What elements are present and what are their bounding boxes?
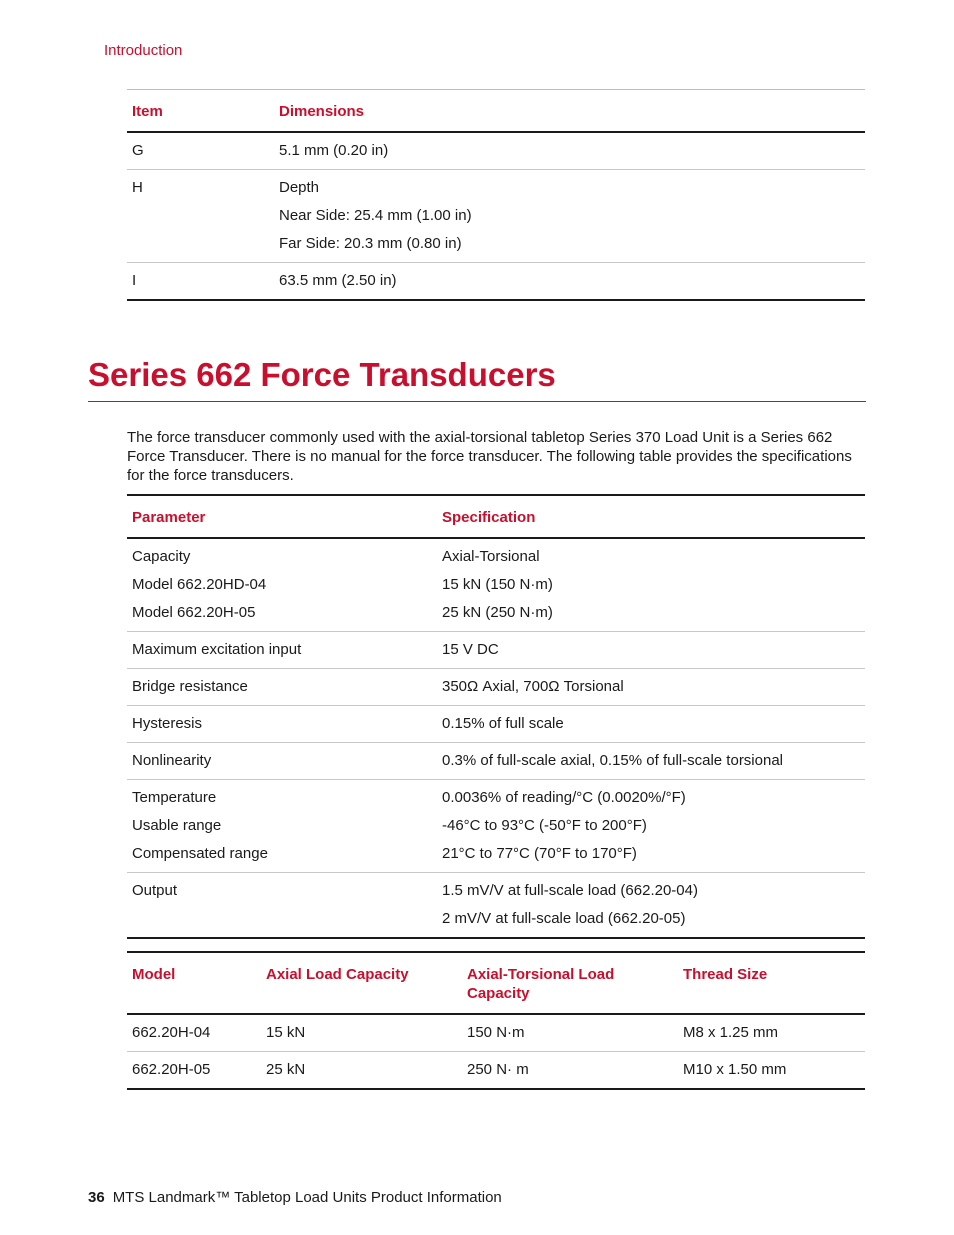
table-row (127, 706, 865, 743)
table-header-row (127, 90, 865, 132)
parameter-cell: Output (132, 882, 178, 899)
specification-cell: 0.0036% of reading/°C (0.0020%/°F) -46°C to 93°C (-50°F to 200°F) 21°C to 77°C (70°F to 170°F) (442, 789, 686, 862)
table-header-row (127, 495, 865, 538)
parameter-cell: Nonlinearity (132, 752, 212, 769)
table-row (127, 1014, 865, 1052)
axial-capacity-cell: 25 kN (266, 1061, 306, 1078)
parameter-cell: Hysteresis (132, 715, 203, 732)
dimension-cell: Depth Near Side: 25.4 mm (1.00 in) Far Side: 20.3 mm (0.80 in) (279, 178, 472, 252)
table-row (127, 743, 865, 780)
footer-title: MTS Landmark™ Tabletop Load Units Product Information (112, 1189, 502, 1206)
parameter-cell: Maximum excitation input (132, 641, 302, 658)
axial-capacity-cell: 15 kN (266, 1024, 306, 1041)
breadcrumb: Introduction (104, 42, 183, 59)
column-header-parameter: Parameter (132, 509, 206, 526)
table-header-row (127, 952, 865, 1014)
column-header-model: Model (132, 966, 176, 983)
thread-size-cell: M8 x 1.25 mm (683, 1024, 779, 1041)
thread-size-cell: M10 x 1.50 mm (683, 1061, 787, 1078)
table-row (127, 632, 865, 669)
dimension-cell: 63.5 mm (2.50 in) (279, 271, 397, 289)
torsional-capacity-cell: 250 N· m (467, 1061, 529, 1078)
specification-cell: 350Ω Axial, 700Ω Torsional (442, 678, 624, 695)
table-row (127, 169, 865, 262)
table-row (127, 1052, 865, 1090)
item-cell: I (132, 271, 137, 289)
table-row (127, 873, 865, 939)
specification-cell: 1.5 mV/V at full-scale load (662.20-04) 2 mV/V at full-scale load (662.20-05) (442, 882, 698, 927)
table-row (127, 538, 865, 632)
dimension-cell: 5.1 mm (0.20 in) (279, 141, 389, 159)
specification-cell: Axial-Torsional 15 kN (150 N·m) 25 kN (250 N·m) (442, 548, 553, 621)
model-cell: 662.20H-04 (132, 1024, 211, 1041)
models-table (127, 951, 865, 1090)
table-row (127, 780, 865, 873)
column-header-specification: Specification (442, 509, 536, 526)
parameter-cell: Bridge resistance (132, 678, 248, 695)
dimensions-table (127, 89, 865, 301)
page-number: 36 (88, 1189, 105, 1206)
column-header-item: Item (132, 103, 163, 120)
specification-cell: 15 V DC (442, 641, 499, 658)
section-title: Series 662 Force Transducers (88, 355, 866, 402)
column-header-axial-load-capacity: Axial Load Capacity (266, 966, 409, 983)
column-header-axial-torsional-load-capacity: Axial-Torsional Load Capacity (467, 966, 615, 1002)
table-row (127, 262, 865, 300)
model-cell: 662.20H-05 (132, 1061, 211, 1078)
parameter-cell: Temperature Usable range Compensated range (132, 789, 268, 862)
specification-cell: 0.3% of full-scale axial, 0.15% of full-scale torsional (442, 752, 784, 769)
item-cell: G (132, 141, 144, 159)
table-row (127, 132, 865, 170)
page-footer (88, 1189, 502, 1206)
intro-paragraph: The force transducer commonly used with the axial-torsional tabletop Series 370 Load Unit is a Series 662 Force Transducer. There is no manual for the force transducer. The following table provides the specifications for the force transducers. (127, 429, 852, 484)
specification-cell: 0.15% of full scale (442, 715, 564, 732)
table-row (127, 669, 865, 706)
parameter-cell: Capacity Model 662.20HD-04 Model 662.20H-05 (132, 548, 267, 621)
column-header-dimensions: Dimensions (279, 103, 365, 120)
item-cell: H (132, 178, 143, 196)
column-header-thread-size: Thread Size (683, 966, 768, 983)
specifications-table (127, 494, 865, 939)
torsional-capacity-cell: 150 N·m (467, 1024, 525, 1041)
